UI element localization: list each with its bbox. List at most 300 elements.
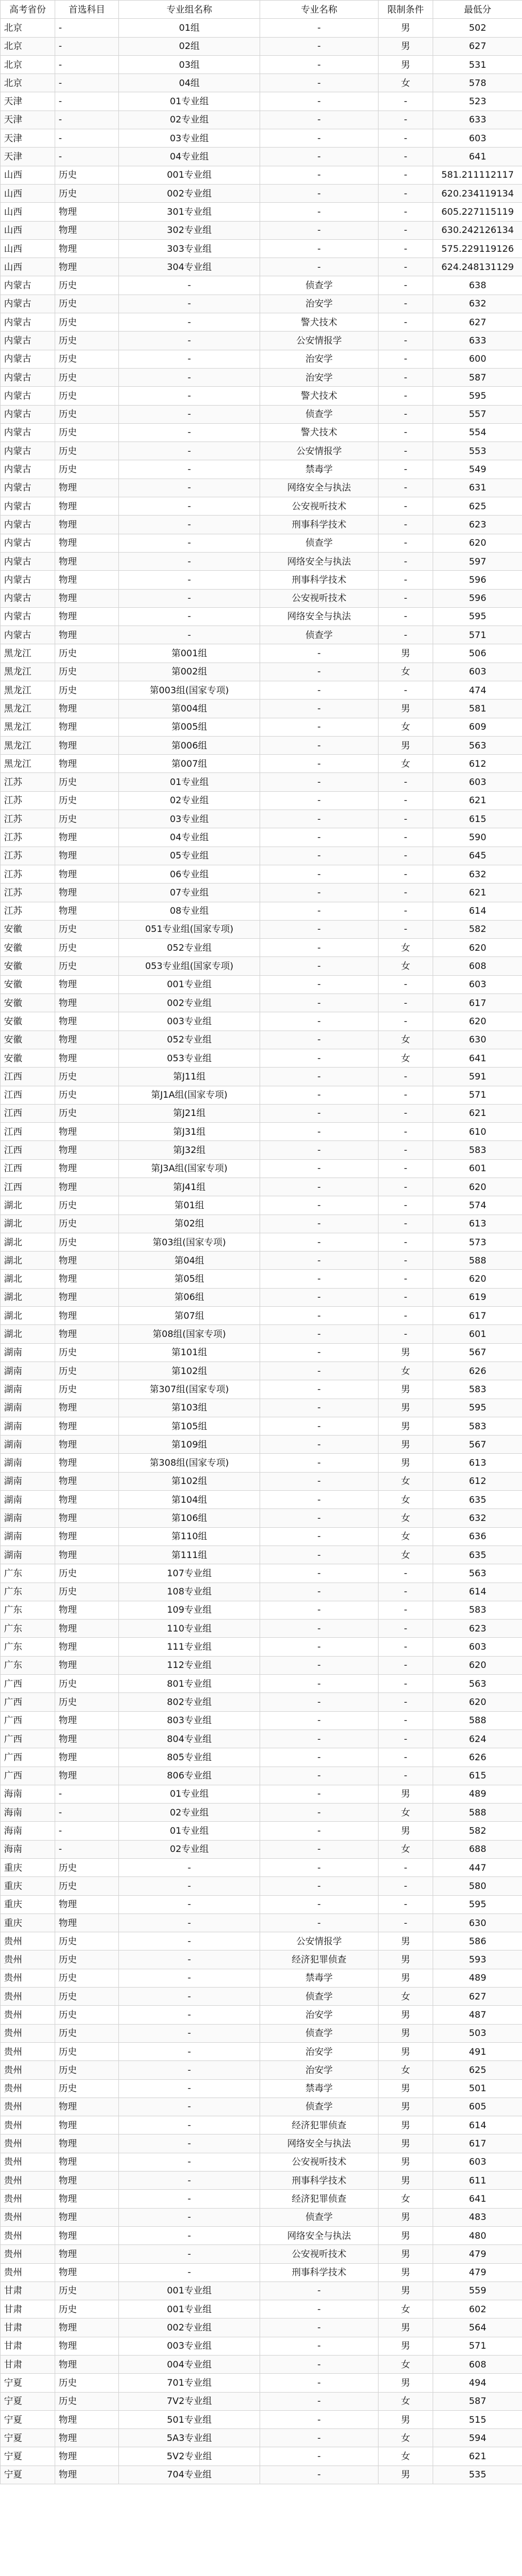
cell-major: -: [260, 791, 379, 809]
table-row: [1, 2190, 522, 2208]
cell-province: 江苏: [1, 828, 55, 847]
table-row: [1, 1196, 522, 1215]
table-row: [1, 1159, 522, 1177]
cell-restriction: -: [379, 1178, 433, 1196]
cell-province: 黑龙江: [1, 663, 55, 681]
cell-min-score: 491: [433, 2042, 522, 2060]
cell-subject: 历史: [55, 2300, 119, 2319]
cell-subject: 物理: [55, 497, 119, 516]
table-row: [1, 2024, 522, 2042]
cell-group: 110专业组: [119, 1620, 260, 1638]
cell-subject: -: [55, 129, 119, 148]
cell-subject: 历史: [55, 920, 119, 938]
cell-subject: 历史: [55, 313, 119, 332]
cell-major: -: [260, 2281, 379, 2300]
cell-major: 网络安全与执法: [260, 2226, 379, 2244]
cell-major: -: [260, 92, 379, 111]
table-row: [1, 902, 522, 920]
cell-group: 03专业组: [119, 129, 260, 148]
cell-restriction: -: [379, 203, 433, 221]
cell-major: -: [260, 1196, 379, 1215]
cell-major: 经济犯罪侦查: [260, 2116, 379, 2135]
cell-subject: -: [55, 148, 119, 166]
table-row: [1, 607, 522, 625]
cell-province: 江西: [1, 1159, 55, 1177]
cell-subject: 物理: [55, 552, 119, 570]
cell-major: -: [260, 773, 379, 791]
cell-min-score: 581.211112117: [433, 166, 522, 184]
cell-min-score: 603: [433, 773, 522, 791]
cell-province: 湖南: [1, 1417, 55, 1435]
table-row: [1, 1031, 522, 1049]
cell-province: 江苏: [1, 810, 55, 828]
cell-group: 704专业组: [119, 2465, 260, 2484]
cell-group: -: [119, 2190, 260, 2208]
cell-province: 天津: [1, 129, 55, 148]
table-body: [1, 19, 522, 2484]
table-row: [1, 2079, 522, 2097]
cell-major: -: [260, 2465, 379, 2484]
cell-major: 公安情报学: [260, 332, 379, 350]
cell-province: 湖北: [1, 1307, 55, 1325]
cell-province: 重庆: [1, 1895, 55, 1913]
cell-min-score: 630: [433, 1913, 522, 1932]
table-row: [1, 1620, 522, 1638]
cell-group: 04专业组: [119, 148, 260, 166]
cell-province: 北京: [1, 74, 55, 92]
table-row: [1, 1822, 522, 1840]
cell-restriction: -: [379, 1215, 433, 1233]
cell-restriction: 男: [379, 37, 433, 55]
cell-province: 宁夏: [1, 2429, 55, 2447]
cell-province: 天津: [1, 111, 55, 129]
cell-group: 01组: [119, 19, 260, 37]
cell-province: 湖南: [1, 1436, 55, 1454]
cell-major: -: [260, 1270, 379, 1288]
cell-major: -: [260, 718, 379, 736]
cell-province: 湖南: [1, 1399, 55, 1417]
cell-major: -: [260, 166, 379, 184]
cell-group: 第102组: [119, 1361, 260, 1380]
cell-subject: -: [55, 1822, 119, 1840]
cell-restriction: -: [379, 1638, 433, 1656]
cell-min-score: 571: [433, 2337, 522, 2355]
cell-subject: 物理: [55, 1913, 119, 1932]
cell-major: -: [260, 1141, 379, 1159]
header-min-score: 最低分: [433, 1, 522, 19]
cell-restriction: -: [379, 589, 433, 607]
cell-restriction: -: [379, 1233, 433, 1251]
cell-group: 08专业组: [119, 902, 260, 920]
table-row: [1, 810, 522, 828]
cell-major: -: [260, 1417, 379, 1435]
cell-major: -: [260, 1049, 379, 1067]
cell-min-score: 627: [433, 1988, 522, 2006]
cell-province: 贵州: [1, 2263, 55, 2281]
cell-min-score: 479: [433, 2245, 522, 2263]
cell-major: -: [260, 700, 379, 718]
cell-group: 801专业组: [119, 1675, 260, 1693]
cell-subject: 历史: [55, 2042, 119, 2060]
cell-subject: 物理: [55, 2429, 119, 2447]
table-row: [1, 2263, 522, 2281]
cell-restriction: 女: [379, 2300, 433, 2319]
cell-restriction: 男: [379, 1399, 433, 1417]
cell-subject: 历史: [55, 166, 119, 184]
table-row: [1, 1270, 522, 1288]
table-row: [1, 1601, 522, 1619]
cell-restriction: -: [379, 810, 433, 828]
cell-province: 江西: [1, 1068, 55, 1086]
cell-min-score: 621: [433, 1104, 522, 1122]
cell-min-score: 587: [433, 368, 522, 386]
cell-group: 04组: [119, 74, 260, 92]
cell-group: -: [119, 405, 260, 423]
cell-restriction: 女: [379, 1472, 433, 1490]
cell-min-score: 597: [433, 552, 522, 570]
cell-group: 03专业组: [119, 810, 260, 828]
cell-restriction: -: [379, 1748, 433, 1767]
table-row: [1, 405, 522, 423]
cell-group: -: [119, 276, 260, 295]
table-row: [1, 1711, 522, 1729]
cell-province: 贵州: [1, 1951, 55, 1969]
table-row: [1, 460, 522, 479]
cell-min-score: 633: [433, 111, 522, 129]
cell-group: 805专业组: [119, 1748, 260, 1767]
cell-major: -: [260, 1343, 379, 1361]
cell-major: 治安学: [260, 2042, 379, 2060]
cell-subject: 历史: [55, 405, 119, 423]
cell-restriction: -: [379, 387, 433, 405]
cell-restriction: -: [379, 552, 433, 570]
cell-restriction: -: [379, 442, 433, 460]
cell-min-score: 620: [433, 534, 522, 552]
table-row: [1, 1491, 522, 1509]
cell-province: 贵州: [1, 2116, 55, 2135]
cell-group: 003专业组: [119, 1012, 260, 1031]
cell-min-score: 603: [433, 975, 522, 993]
cell-min-score: 474: [433, 681, 522, 699]
cell-min-score: 610: [433, 1123, 522, 1141]
cell-subject: 物理: [55, 1031, 119, 1049]
table-row: [1, 1877, 522, 1895]
table-row: [1, 1583, 522, 1601]
cell-major: -: [260, 148, 379, 166]
table-row: [1, 663, 522, 681]
cell-province: 广东: [1, 1656, 55, 1674]
cell-restriction: 男: [379, 2042, 433, 2060]
cell-min-score: 571: [433, 1086, 522, 1104]
cell-group: 02专业组: [119, 1804, 260, 1822]
cell-subject: 物理: [55, 2116, 119, 2135]
cell-min-score: 627: [433, 37, 522, 55]
cell-min-score: 489: [433, 1785, 522, 1803]
cell-province: 海南: [1, 1822, 55, 1840]
cell-subject: 物理: [55, 258, 119, 276]
cell-group: 07专业组: [119, 884, 260, 902]
cell-major: 治安学: [260, 2006, 379, 2024]
cell-restriction: -: [379, 1159, 433, 1177]
cell-subject: 物理: [55, 2356, 119, 2374]
cell-major: -: [260, 975, 379, 993]
cell-province: 黑龙江: [1, 718, 55, 736]
cell-major: 刑事科学技术: [260, 516, 379, 534]
cell-min-score: 614: [433, 902, 522, 920]
cell-major: -: [260, 2319, 379, 2337]
cell-min-score: 563: [433, 1675, 522, 1693]
cell-group: 053专业组(国家专项): [119, 957, 260, 975]
cell-province: 海南: [1, 1804, 55, 1822]
cell-restriction: 男: [379, 1436, 433, 1454]
cell-subject: 物理: [55, 1325, 119, 1343]
cell-major: -: [260, 2337, 379, 2355]
cell-group: -: [119, 2042, 260, 2060]
cell-subject: 物理: [55, 1012, 119, 1031]
cell-min-score: 620: [433, 1178, 522, 1196]
table-row: [1, 1988, 522, 2006]
cell-province: 内蒙古: [1, 442, 55, 460]
cell-subject: 历史: [55, 957, 119, 975]
cell-subject: 物理: [55, 2465, 119, 2484]
cell-subject: 物理: [55, 1417, 119, 1435]
cell-min-score: 612: [433, 755, 522, 773]
cell-group: 111专业组: [119, 1638, 260, 1656]
cell-subject: 物理: [55, 1141, 119, 1159]
cell-subject: -: [55, 111, 119, 129]
cell-subject: 物理: [55, 1491, 119, 1509]
table-row: [1, 1951, 522, 1969]
header-subject: 首选科目: [55, 1, 119, 19]
cell-subject: 物理: [55, 2337, 119, 2355]
table-row: [1, 37, 522, 55]
cell-province: 山西: [1, 221, 55, 239]
cell-restriction: -: [379, 1729, 433, 1748]
cell-restriction: 男: [379, 1951, 433, 1969]
cell-province: 贵州: [1, 1969, 55, 1987]
table-row: [1, 975, 522, 993]
cell-group: -: [119, 423, 260, 441]
cell-restriction: 男: [379, 2337, 433, 2355]
cell-province: 贵州: [1, 2172, 55, 2190]
cell-major: -: [260, 755, 379, 773]
cell-group: -: [119, 2226, 260, 2244]
table-row: [1, 2337, 522, 2355]
cell-major: 刑事科学技术: [260, 571, 379, 589]
cell-major: -: [260, 736, 379, 754]
cell-major: -: [260, 1086, 379, 1104]
cell-subject: 历史: [55, 350, 119, 368]
cell-major: -: [260, 994, 379, 1012]
cell-subject: 历史: [55, 1104, 119, 1122]
cell-subject: 历史: [55, 1086, 119, 1104]
table-row: [1, 957, 522, 975]
cell-restriction: -: [379, 423, 433, 441]
cell-subject: 物理: [55, 534, 119, 552]
cell-restriction: -: [379, 1288, 433, 1306]
cell-major: -: [260, 203, 379, 221]
cell-subject: 物理: [55, 2245, 119, 2263]
cell-province: 黑龙江: [1, 644, 55, 663]
cell-restriction: -: [379, 516, 433, 534]
cell-province: 内蒙古: [1, 589, 55, 607]
cell-restriction: 男: [379, 19, 433, 37]
table-row: [1, 184, 522, 202]
cell-subject: 物理: [55, 1270, 119, 1288]
cell-group: -: [119, 332, 260, 350]
cell-restriction: -: [379, 1877, 433, 1895]
cell-restriction: -: [379, 332, 433, 350]
cell-restriction: 男: [379, 2006, 433, 2024]
cell-restriction: 男: [379, 2079, 433, 2097]
cell-group: 第07组: [119, 1307, 260, 1325]
cell-major: 治安学: [260, 350, 379, 368]
table-row: [1, 1785, 522, 1803]
table-row: [1, 700, 522, 718]
cell-restriction: -: [379, 1858, 433, 1876]
cell-restriction: 女: [379, 718, 433, 736]
cell-group: -: [119, 1988, 260, 2006]
cell-province: 安徽: [1, 939, 55, 957]
cell-province: 海南: [1, 1785, 55, 1803]
cell-major: -: [260, 1012, 379, 1031]
cell-min-score: 563: [433, 736, 522, 754]
cell-province: 安徽: [1, 1012, 55, 1031]
cell-province: 天津: [1, 148, 55, 166]
cell-major: 侦查学: [260, 2097, 379, 2116]
table-row: [1, 1969, 522, 1987]
table-row: [1, 2300, 522, 2319]
cell-min-score: 582: [433, 1822, 522, 1840]
cell-major: -: [260, 1601, 379, 1619]
cell-group: 052专业组: [119, 1031, 260, 1049]
cell-subject: 历史: [55, 1693, 119, 1711]
table-row: [1, 755, 522, 773]
cell-restriction: 男: [379, 2281, 433, 2300]
cell-min-score: 502: [433, 19, 522, 37]
cell-restriction: -: [379, 571, 433, 589]
cell-min-score: 645: [433, 847, 522, 865]
cell-min-score: 608: [433, 957, 522, 975]
cell-group: 03组: [119, 55, 260, 73]
cell-min-score: 559: [433, 2281, 522, 2300]
cell-major: 网络安全与执法: [260, 607, 379, 625]
cell-restriction: 女: [379, 1361, 433, 1380]
cell-group: 第105组: [119, 1417, 260, 1435]
cell-province: 贵州: [1, 2061, 55, 2079]
cell-subject: 历史: [55, 1343, 119, 1361]
cell-min-score: 600: [433, 350, 522, 368]
cell-group: -: [119, 460, 260, 479]
cell-province: 内蒙古: [1, 350, 55, 368]
cell-province: 广西: [1, 1729, 55, 1748]
cell-min-score: 605: [433, 2097, 522, 2116]
table-row: [1, 1895, 522, 1913]
cell-restriction: -: [379, 239, 433, 257]
cell-province: 内蒙古: [1, 460, 55, 479]
table-row: [1, 1656, 522, 1674]
cell-subject: 物理: [55, 221, 119, 239]
cell-min-score: 620: [433, 1012, 522, 1031]
cell-subject: 历史: [55, 1361, 119, 1380]
cell-major: 公安视听技术: [260, 2245, 379, 2263]
table-row: [1, 2465, 522, 2484]
cell-major: 治安学: [260, 295, 379, 313]
cell-restriction: 男: [379, 1454, 433, 1472]
cell-province: 宁夏: [1, 2410, 55, 2428]
cell-subject: 历史: [55, 1675, 119, 1693]
cell-subject: 物理: [55, 2190, 119, 2208]
cell-province: 贵州: [1, 1988, 55, 2006]
cell-restriction: -: [379, 368, 433, 386]
cell-major: -: [260, 1509, 379, 1527]
cell-group: 第01组: [119, 1196, 260, 1215]
cell-group: 001专业组: [119, 975, 260, 993]
cell-major: 警犬技术: [260, 313, 379, 332]
cell-group: 001专业组: [119, 2281, 260, 2300]
cell-subject: 历史: [55, 276, 119, 295]
cell-restriction: 女: [379, 2190, 433, 2208]
cell-restriction: 女: [379, 1049, 433, 1067]
cell-province: 贵州: [1, 2153, 55, 2171]
header-group: 专业组名称: [119, 1, 260, 19]
cell-group: -: [119, 571, 260, 589]
cell-restriction: 男: [379, 2172, 433, 2190]
cell-min-score: 601: [433, 1159, 522, 1177]
cell-province: 山西: [1, 239, 55, 257]
cell-subject: 物理: [55, 755, 119, 773]
cell-group: 第101组: [119, 1343, 260, 1361]
cell-major: -: [260, 865, 379, 883]
cell-subject: 物理: [55, 1454, 119, 1472]
cell-group: 第003组(国家专项): [119, 681, 260, 699]
table-row: [1, 920, 522, 938]
cell-restriction: 男: [379, 1969, 433, 1987]
cell-group: 04专业组: [119, 828, 260, 847]
cell-major: 公安视听技术: [260, 497, 379, 516]
cell-restriction: -: [379, 460, 433, 479]
cell-major: -: [260, 1877, 379, 1895]
cell-min-score: 615: [433, 1767, 522, 1785]
cell-group: 5V2专业组: [119, 2447, 260, 2465]
cell-province: 重庆: [1, 1913, 55, 1932]
cell-province: 宁夏: [1, 2447, 55, 2465]
table-row: [1, 2042, 522, 2060]
cell-group: 108专业组: [119, 1583, 260, 1601]
cell-restriction: -: [379, 184, 433, 202]
cell-group: 01专业组: [119, 773, 260, 791]
cell-subject: 历史: [55, 2392, 119, 2410]
cell-province: 内蒙古: [1, 387, 55, 405]
cell-province: 贵州: [1, 2226, 55, 2244]
cell-group: 01专业组: [119, 92, 260, 111]
cell-restriction: 男: [379, 736, 433, 754]
cell-restriction: -: [379, 626, 433, 644]
table-row: [1, 1380, 522, 1399]
cell-restriction: -: [379, 1564, 433, 1583]
cell-restriction: 男: [379, 1417, 433, 1435]
cell-restriction: -: [379, 1620, 433, 1638]
cell-group: -: [119, 534, 260, 552]
cell-province: 山西: [1, 258, 55, 276]
cell-major: -: [260, 1159, 379, 1177]
cell-restriction: -: [379, 994, 433, 1012]
cell-subject: 历史: [55, 2006, 119, 2024]
cell-province: 江苏: [1, 791, 55, 809]
table-row: [1, 773, 522, 791]
cell-major: -: [260, 1307, 379, 1325]
cell-min-score: 621: [433, 2447, 522, 2465]
